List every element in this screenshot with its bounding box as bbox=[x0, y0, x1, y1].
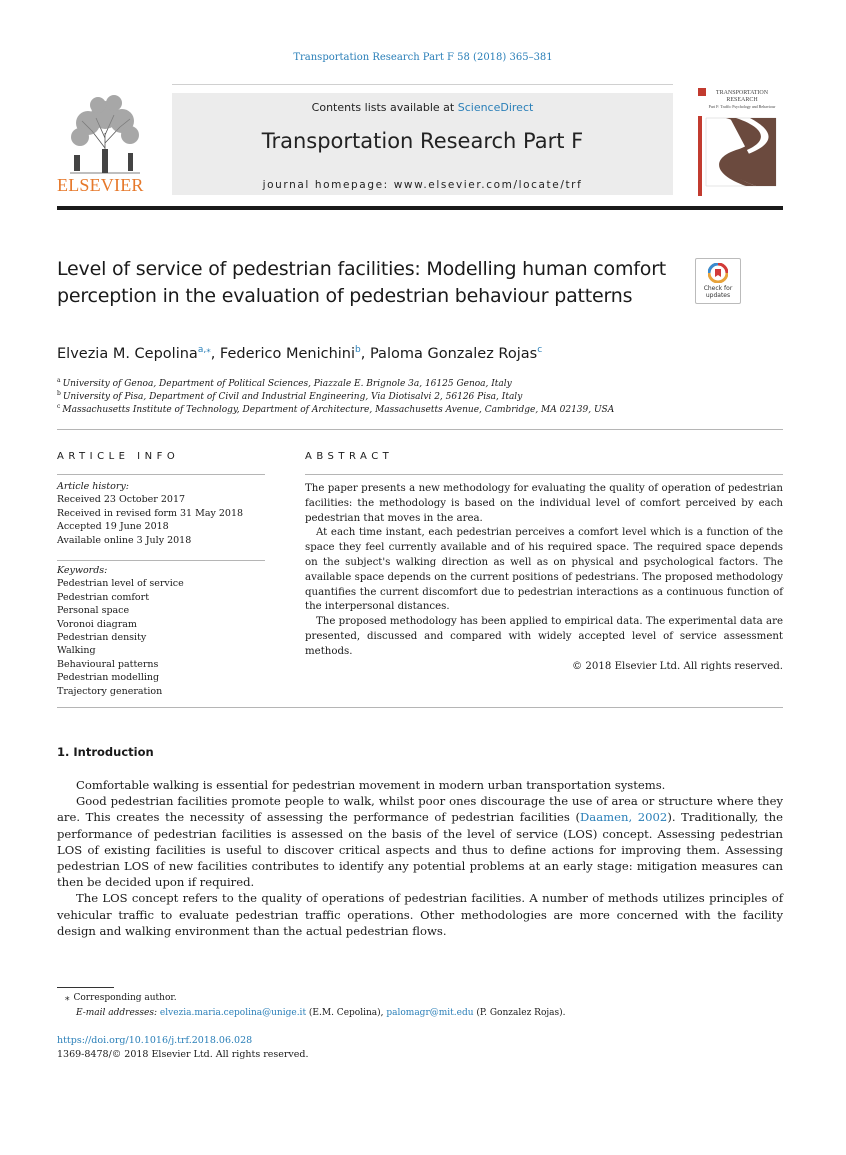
section-heading-introduction: 1. Introduction bbox=[57, 745, 154, 759]
check-updates-line-2: updates bbox=[705, 292, 731, 299]
affiliation-key: b bbox=[57, 390, 61, 397]
journal-cover-thumbnail[interactable] bbox=[696, 88, 784, 200]
contents-line bbox=[172, 101, 673, 114]
cover-title-line-1: TRANSPORTATION bbox=[715, 90, 769, 96]
history-item: Received 23 October 2017 bbox=[57, 494, 186, 506]
article-info-heading: ARTICLE INFO bbox=[57, 451, 180, 462]
affiliations-rule bbox=[57, 429, 783, 430]
abstract-paragraph: The paper presents a new methodology for evaluating the quality of operation of pedestrian facilities: the methodology is based on the individual level of comfort perceived by each pedestrian that moves in the area. bbox=[305, 483, 783, 524]
check-updates-icon bbox=[708, 263, 728, 283]
affiliation-key: c bbox=[57, 403, 61, 410]
email-link[interactable]: elvezia.maria.cepolina@unige.it bbox=[159, 1008, 307, 1018]
keyword-item: Voronoi diagram bbox=[57, 618, 137, 630]
check-updates-label bbox=[696, 285, 740, 299]
intro-paragraph: The LOS concept refers to the quality of operations of pedestrian facilities. A number of methods utilizes principles of vehicular traffic to evaluate pedestrian traffic operations. Other methodologies are more concerned with the facility design and walking environment than the actual pedestrian flows. bbox=[57, 891, 783, 938]
footnote-rule bbox=[57, 987, 114, 988]
abstract-bottom-rule bbox=[57, 707, 783, 708]
author-separator: , bbox=[360, 345, 370, 362]
affiliation-text: University of Pisa, Department of Civil and Industrial Engineering, Via Diotisalvi 2, 56126 Pisa, Italy bbox=[62, 392, 523, 402]
abstract-paragraph: The proposed methodology has been applied to empirical data. The experimental data are presented, discussed and compared with widely accepted level of service assessment methods. bbox=[305, 616, 783, 657]
elsevier-tree-icon bbox=[62, 93, 148, 175]
journal-homepage-link[interactable]: journal homepage: www.elsevier.com/locate/trf bbox=[262, 179, 583, 191]
author-name[interactable]: Elvezia M. Cepolina bbox=[57, 345, 198, 362]
keywords-rule bbox=[57, 560, 265, 561]
cover-subtitle: Part F: Traffic Psychology and Behaviour bbox=[708, 104, 776, 109]
article-info-rule bbox=[57, 474, 265, 475]
introduction-body bbox=[57, 777, 783, 939]
journal-title: Transportation Research Part F bbox=[261, 129, 584, 153]
keyword-item: Personal space bbox=[57, 605, 130, 617]
affiliation bbox=[57, 403, 777, 415]
author-affil-sup[interactable]: b bbox=[355, 345, 361, 355]
elsevier-wordmark: ELSEVIER bbox=[57, 175, 144, 195]
journal-banner bbox=[172, 93, 673, 195]
sciencedirect-link[interactable]: ScienceDirect bbox=[457, 101, 534, 114]
issn-line: 1369-8478/© 2018 Elsevier Ltd. All rights reserved. bbox=[57, 1049, 309, 1060]
author-affil-sup[interactable]: a,⁎ bbox=[197, 345, 211, 355]
email-owner: (E.M. Cepolina), bbox=[306, 1008, 387, 1018]
email-owner: (P. Gonzalez Rojas). bbox=[473, 1008, 566, 1018]
abstract-heading: ABSTRACT bbox=[305, 451, 394, 462]
affiliation bbox=[57, 390, 777, 402]
affiliation bbox=[57, 377, 777, 389]
cover-title bbox=[700, 90, 784, 109]
footnote-text: Corresponding author. bbox=[73, 993, 177, 1003]
intro-paragraph: Comfortable walking is essential for pedestrian movement in modern urban transportation systems. bbox=[76, 778, 666, 792]
history-item: Available online 3 July 2018 bbox=[57, 534, 192, 546]
footnote-mark: ⁎ bbox=[65, 993, 70, 1003]
keyword-item: Pedestrian comfort bbox=[57, 591, 150, 603]
keyword-item: Behavioural patterns bbox=[57, 658, 159, 670]
author-list bbox=[57, 345, 777, 362]
contents-prefix: Contents lists available at bbox=[311, 101, 458, 114]
author-affil-sup[interactable]: c bbox=[537, 345, 543, 355]
journal-citation[interactable]: Transportation Research Part F 58 (2018) 365–381 bbox=[293, 52, 553, 63]
history-item: Accepted 19 June 2018 bbox=[57, 521, 169, 533]
history-label: Article history: bbox=[57, 481, 129, 492]
keyword-item: Walking bbox=[57, 645, 96, 657]
header-top-rule bbox=[172, 84, 673, 85]
email-link[interactable]: palomagr@mit.edu bbox=[386, 1008, 474, 1018]
elsevier-logo[interactable] bbox=[57, 93, 152, 198]
author-separator: , bbox=[210, 345, 220, 362]
doi-link[interactable]: https://doi.org/10.1016/j.trf.2018.06.028 bbox=[57, 1035, 253, 1046]
history-item: Received in revised form 31 May 2018 bbox=[57, 507, 244, 519]
affiliation-text: University of Genoa, Department of Political Sciences, Piazzale E. Brignole 3a, 16125 Genoa, Italy bbox=[62, 379, 512, 389]
check-updates-line-1: Check for bbox=[703, 285, 733, 292]
keywords-label: Keywords: bbox=[57, 565, 108, 576]
intro-text: ). Traditionally, the performance of pedestrian facilities is assessed on the basis of the level of service (LOS) concept. Assessing pedestrian LOS of existing facilities is useful to discover critical aspects and thus to define actions for improving them. Assessing pedestrian LOS of new facilities contributes to identify any potential problems at an early stage: mitigation measures can then be decided upon if required. bbox=[57, 810, 783, 890]
intro-text: Good pedestrian facilities promote people to walk, whilst poor ones discourage the use of area or structure where they are. This creates the necessity of assessing the performance of pedestrian facilities ( bbox=[57, 794, 783, 825]
reference-link-daamen[interactable]: Daamen, 2002 bbox=[580, 810, 668, 825]
abstract-paragraph: At each time instant, each pedestrian perceives a comfort level which is a function of the space they feel currently available and of his required space. The required space depends on the subject's walking direction as well as on physical and psychological factors. The available space depends on the current positions of pedestrians. The proposed methodology quantifies the current discomfort due to pedestrian interactions as a continuous function of the interpersonal distances. bbox=[305, 527, 783, 613]
keyword-list bbox=[57, 564, 265, 698]
abstract-rule bbox=[305, 474, 783, 475]
author-name[interactable]: Paloma Gonzalez Rojas bbox=[369, 345, 538, 362]
keyword-item: Pedestrian modelling bbox=[57, 672, 160, 684]
email-note bbox=[57, 1008, 783, 1018]
corresponding-author-note bbox=[57, 993, 783, 1003]
article-title: Level of service of pedestrian facilities: Modelling human comfort perception in the evaluation of pedestrian behaviour patterns bbox=[57, 258, 667, 307]
keyword-item: Trajectory generation bbox=[57, 685, 163, 697]
affiliation-text: Massachusetts Institute of Technology, Department of Architecture, Massachusetts Avenue, Cambridge, MA 02139, USA bbox=[62, 405, 615, 415]
copyright-notice: © 2018 Elsevier Ltd. All rights reserved. bbox=[571, 660, 783, 672]
email-label: E-mail addresses: bbox=[76, 1008, 158, 1018]
keyword-item: Pedestrian density bbox=[57, 632, 147, 644]
check-for-updates-badge[interactable] bbox=[695, 258, 741, 304]
author-name[interactable]: Federico Menichini bbox=[219, 345, 356, 362]
cover-title-line-2: RESEARCH bbox=[726, 97, 758, 103]
intro-paragraph bbox=[57, 793, 783, 890]
header-bottom-rule bbox=[57, 206, 783, 210]
abstract-body bbox=[305, 482, 783, 674]
article-history bbox=[57, 476, 265, 547]
keyword-item: Pedestrian level of service bbox=[57, 578, 184, 590]
affiliation-key: a bbox=[57, 377, 61, 384]
